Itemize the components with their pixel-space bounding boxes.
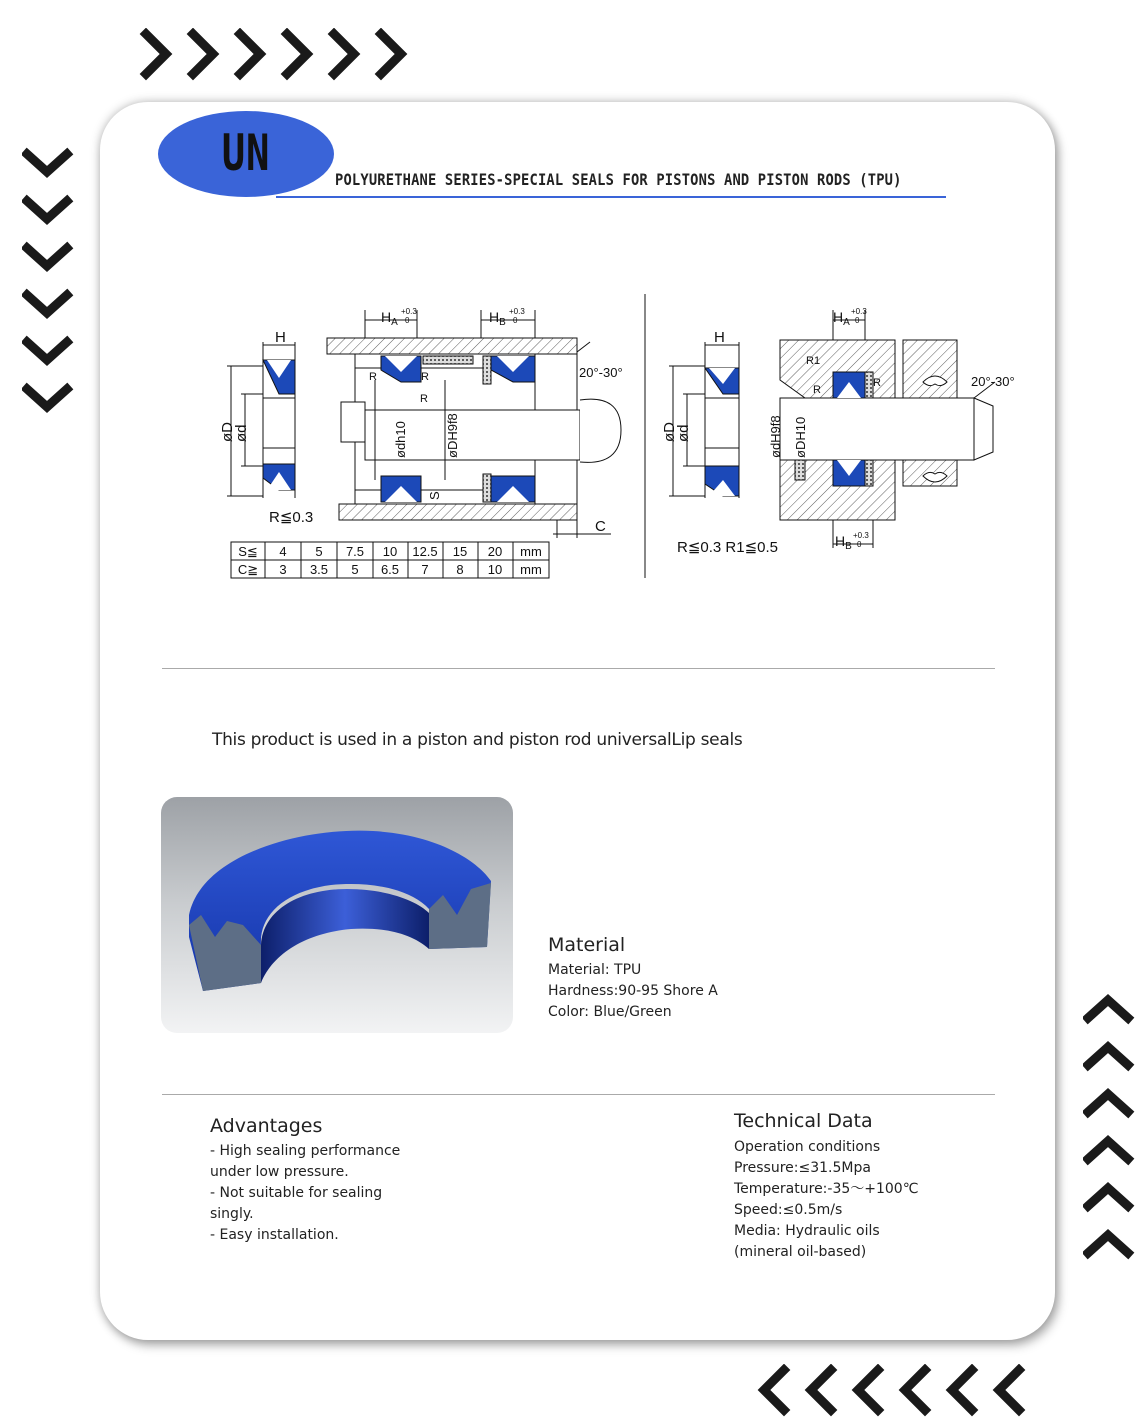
dim-phid-left: ød [233, 424, 250, 442]
dim-S: S [427, 491, 442, 500]
tol-HA-top-right: +0.3 [851, 307, 867, 316]
radius-note-left: R≦0.3 [269, 509, 314, 526]
table-s-unit: mm [520, 544, 542, 559]
dim-C: C [595, 518, 606, 535]
advantages-line: under low pressure. [210, 1164, 349, 1180]
technical-line: (mineral oil-based) [734, 1244, 867, 1260]
series-badge-label: UN [221, 124, 271, 182]
radius-R1-right: R1 [806, 355, 821, 367]
product-intro: This product is used in a piston and piston rod universalLip seals [212, 730, 743, 750]
seal-profile-right [669, 342, 739, 498]
table-s-cell: 10 [382, 544, 398, 559]
seal-ring-illustration [161, 797, 513, 1033]
radius-R-right-1: R [813, 384, 821, 396]
headline-underline [276, 196, 946, 198]
rod-gland-assembly-right [780, 310, 995, 548]
table-c-unit: mm [520, 562, 542, 577]
dim-phiDH9f8-left: øDH9f8 [445, 413, 460, 458]
radius-R-left-2: R [421, 371, 429, 383]
chamfer-angle-right: 20°-30° [971, 374, 1015, 389]
technical-drawing [205, 290, 1035, 590]
chevrons-up-right-icon [1083, 992, 1137, 1262]
material-line: Material: TPU [548, 962, 642, 978]
table-c-cell: 8 [456, 562, 464, 577]
table-s-cell: 4 [279, 544, 287, 559]
table-c-cell: 10 [487, 562, 503, 577]
technical-line: Pressure:≤31.5Mpa [734, 1160, 871, 1176]
material-line: Color: Blue/Green [548, 1004, 672, 1020]
dim-phid-right: ød [675, 424, 692, 442]
table-c-cell: 6.5 [380, 562, 400, 577]
dim-phiDH10-right: øDH10 [793, 416, 808, 458]
radius-note-right: R≦0.3 R1≦0.5 [677, 539, 779, 556]
dim-HA-right: $H_A$ [833, 309, 850, 328]
advantages-title: Advantages [210, 1115, 323, 1137]
cylinder-assembly-left [327, 310, 621, 538]
tol-HA-top-left: +0.3 [401, 307, 417, 316]
technical-line: Speed:≤0.5m/s [734, 1202, 843, 1218]
table-c-cell: 3.5 [309, 562, 329, 577]
dim-phidh10: ødh10 [393, 421, 408, 458]
chevrons-right-top-icon [138, 28, 418, 82]
dim-HA-left: $H_A$ [381, 309, 398, 328]
table-c-cell: 7 [421, 562, 429, 577]
radius-R-left-3: R [420, 393, 428, 405]
technical-line: Media: Hydraulic oils [734, 1223, 880, 1239]
dim-H-left: H [275, 329, 286, 346]
section-divider-1 [162, 668, 995, 669]
table-s-cell: 15 [452, 544, 468, 559]
tol-HB-bot-right: 0 [857, 540, 862, 549]
dim-H-right: H [714, 329, 725, 346]
table-c-cell: 3 [279, 562, 287, 577]
material-title: Material [548, 934, 626, 956]
seal-profile-left [227, 342, 295, 498]
table-s-cell: 5 [315, 544, 323, 559]
tol-HA-bot-left: 0 [405, 316, 410, 325]
chevrons-left-bottom-icon [756, 1364, 1036, 1418]
radius-R-left-1: R [369, 371, 377, 383]
technical-line: Operation conditions [734, 1139, 881, 1155]
tol-HA-bot-right: 0 [855, 316, 860, 325]
dim-HB-right: $H_B$ [835, 533, 852, 552]
dim-phidH9f8-right: ødH9f8 [768, 415, 783, 458]
table-s-cell: 7.5 [345, 544, 365, 559]
page-headline: POLYURETHANE SERIES-SPECIAL SEALS FOR PISTONS AND PISTON RODS (TPU) [335, 170, 902, 189]
product-photo [161, 797, 513, 1033]
advantages-line: singly. [210, 1206, 254, 1222]
advantages-line: - Easy installation. [210, 1227, 339, 1243]
dim-phiD-left: øD [219, 422, 236, 442]
advantages-line: - High sealing performance [210, 1143, 401, 1159]
advantages-line: - Not suitable for sealing [210, 1185, 383, 1201]
chamfer-angle-left: 20°-30° [579, 365, 623, 380]
material-line: Hardness:90-95 Shore A [548, 983, 718, 999]
technical-title: Technical Data [734, 1110, 873, 1132]
table-c-cell: 5 [351, 562, 359, 577]
table-s-cell: 12.5 [412, 544, 438, 559]
dim-phiD-right: øD [661, 422, 678, 442]
table-head-c: C≧ [237, 562, 259, 577]
technical-line: Temperature:-35～+100℃ [734, 1181, 919, 1197]
section-divider-2 [162, 1094, 995, 1095]
tol-HB-top-left: +0.3 [509, 307, 525, 316]
table-s-cell: 20 [487, 544, 503, 559]
table-head-s: S≦ [238, 544, 258, 559]
tol-HB-bot-left: 0 [513, 316, 518, 325]
dim-HB-left: $H_B$ [489, 309, 506, 328]
radius-R-right-2: R [873, 377, 881, 389]
chevrons-down-left-icon [22, 146, 76, 416]
tol-HB-top-right: +0.3 [853, 531, 869, 540]
